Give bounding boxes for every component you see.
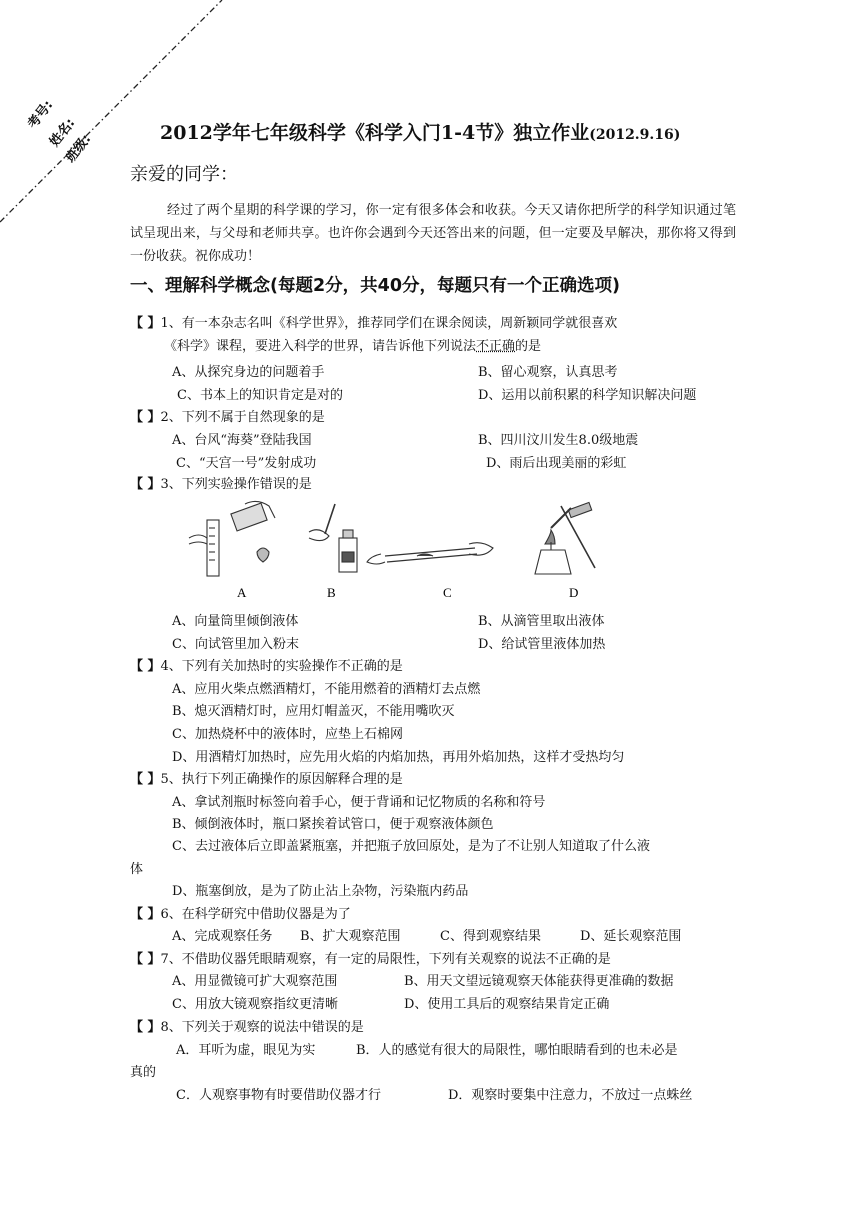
q2-option-c: C、“天宫一号”发射成功 — [176, 456, 317, 471]
q7-option-c: C、用放大镜观察指纹更清晰 — [172, 997, 338, 1012]
q6-option-d: D、延长观察范围 — [580, 929, 682, 944]
q3-option-c: C、向试管里加入粉末 — [172, 637, 299, 652]
fig-label-a: A — [237, 585, 247, 600]
figure-c-test-tube-icon — [367, 543, 493, 564]
q6-stem — [130, 903, 351, 922]
lab-operations-figure — [185, 498, 605, 602]
q1-stem-emph: 不正确 — [476, 339, 516, 354]
answer-bracket[interactable]: 【 】 — [130, 477, 161, 492]
q8-option-b-cont: 真的 — [130, 1065, 157, 1080]
fig-label-c: C — [443, 585, 452, 600]
answer-bracket[interactable]: 【 】 — [130, 316, 161, 331]
q8-stem-text: 8、下列关于观察的说法中错误的是 — [160, 1020, 364, 1035]
q4-option-c: C、加热烧杯中的液体时，应垫上石棉网 — [172, 727, 403, 742]
q1-option-d: D、运用以前积累的科学知识解决问题 — [478, 388, 697, 403]
q1-option-a: A、从探究身边的问题着手 — [172, 365, 325, 380]
q1-stem-a: 1、有一本杂志名叫《科学世界》，推荐同学们在课余阅读，周新颖同学就很喜欢 — [160, 316, 618, 331]
q2-option-a: A、台风“海葵”登陆我国 — [172, 433, 312, 448]
q8-option-a: A．耳听为虚，眼见为实 — [176, 1043, 316, 1058]
fig-label-b: B — [327, 585, 336, 600]
q8-option-d: D．观察时要集中注意力，不放过一点蛛丝 — [448, 1088, 693, 1103]
intro-paragraph: 经过了两个星期的科学课的学习，你一定有很多体会和收获。今天又请你把所学的科学知识通过笔试呈现出来，与父母和老师共享。也许你会遇到今天还答出来的问题，但一定要及早解决，那你将又得到一份收获。祝你成功！ — [130, 203, 736, 264]
q4-stem — [130, 655, 403, 674]
q2-option-d: D、雨后出现美丽的彩虹 — [486, 456, 627, 471]
q5-stem — [130, 768, 403, 787]
q1-option-c: C、书本上的知识肯定是对的 — [177, 388, 343, 403]
q7-option-d: D、使用工具后的观察结果肯定正确 — [404, 997, 610, 1012]
name-label: 姓名: — [47, 115, 79, 150]
fig-label-d: D — [569, 585, 579, 600]
figure-d-heating-icon — [535, 502, 595, 574]
q3-option-b: B、从滴管里取出液体 — [478, 614, 605, 629]
figure-a-cylinder-icon — [189, 501, 275, 576]
figure-b-dropper-icon — [309, 504, 357, 572]
q4-option-b: B、熄灭酒精灯时，应用灯帽盖灭，不能用嘴吹灭 — [172, 704, 455, 719]
title-text: 2012学年七年级科学《科学入门1-4节》独立作业 — [160, 122, 590, 144]
q5-option-d: D、瓶塞倒放，是为了防止沾上杂物，污染瓶内药品 — [172, 884, 469, 899]
q2-stem — [130, 406, 325, 425]
q4-stem-text: 4、下列有关加热时的实验操作不正确的是 — [160, 659, 403, 674]
greeting: 亲爱的同学： — [130, 164, 238, 185]
q3-option-d: D、给试管里液体加热 — [478, 637, 606, 652]
q5-option-a: A、拿试剂瓶时标签向着手心，便于背诵和记忆物质的名称和符号 — [172, 795, 546, 810]
exam-no-label: 考号: — [25, 97, 57, 132]
q2-option-b: B、四川汶川发生8.0级地震 — [478, 433, 639, 448]
q1-stem-line2 — [164, 335, 541, 354]
q1-stem — [130, 312, 617, 331]
q5-option-c: C、去过液体后立即盖紧瓶塞，并把瓶子放回原处，是为了不让别人知道取了什么液 — [172, 839, 650, 854]
q5-option-c-cont: 体 — [130, 862, 144, 877]
q8-stem — [130, 1016, 364, 1035]
q3-option-a: A、向量筒里倾倒液体 — [172, 614, 299, 629]
title-date: (2012.9.16) — [589, 127, 681, 143]
q3-stem-text: 3、下列实验操作错误的是 — [160, 477, 312, 492]
answer-bracket[interactable]: 【 】 — [130, 952, 161, 967]
q7-stem-text: 7、不借助仪器凭眼睛观察，有一定的局限性，下列有关观察的说法不正确的是 — [160, 952, 611, 967]
q5-option-b: B、倾倒液体时，瓶口紧挨着试管口，便于观察液体颜色 — [172, 817, 494, 832]
q8-option-c: C．人观察事物有时要借助仪器才行 — [176, 1088, 381, 1103]
section-heading: 一、理解科学概念(每题2分，共40分，每题只有一个正确选项) — [130, 276, 621, 296]
q3-stem — [130, 473, 312, 492]
answer-bracket[interactable]: 【 】 — [130, 1020, 161, 1035]
q7-option-a: A、用显微镜可扩大观察范围 — [172, 974, 338, 989]
class-label: 班级: — [63, 131, 95, 166]
q6-option-a: A、完成观察任务 — [172, 929, 273, 944]
q6-option-c: C、得到观察结果 — [440, 929, 541, 944]
q2-stem-text: 2、下列不属于自然现象的是 — [160, 410, 325, 425]
q6-stem-text: 6、在科学研究中借助仪器是为了 — [160, 907, 351, 922]
q1-stem-c: 的是 — [515, 339, 542, 354]
q7-option-b: B、用天文望远镜观察天体能获得更准确的数据 — [404, 974, 674, 989]
q4-option-a: A、应用火柴点燃酒精灯，不能用燃着的酒精灯去点燃 — [172, 682, 481, 697]
q1-option-b: B、留心观察，认真思考 — [478, 365, 618, 380]
answer-bracket[interactable]: 【 】 — [130, 907, 161, 922]
q5-stem-text: 5、执行下列正确操作的原因解释合理的是 — [160, 772, 403, 787]
q7-stem — [130, 948, 611, 967]
answer-bracket[interactable]: 【 】 — [130, 410, 161, 425]
q6-option-b: B、扩大观察范围 — [300, 929, 401, 944]
answer-bracket[interactable]: 【 】 — [130, 659, 161, 674]
page-title — [160, 118, 680, 145]
q8-option-b: B．人的感觉有很大的局限性，哪怕眼睛看到的也未必是 — [356, 1043, 678, 1058]
q1-stem-b: 《科学》课程，要进入科学的世界，请告诉他下列说法 — [164, 339, 477, 354]
q4-option-d: D、用酒精灯加热时，应先用火焰的内焰加热，再用外焰加热，这样才受热均匀 — [172, 750, 625, 765]
answer-bracket[interactable]: 【 】 — [130, 772, 161, 787]
